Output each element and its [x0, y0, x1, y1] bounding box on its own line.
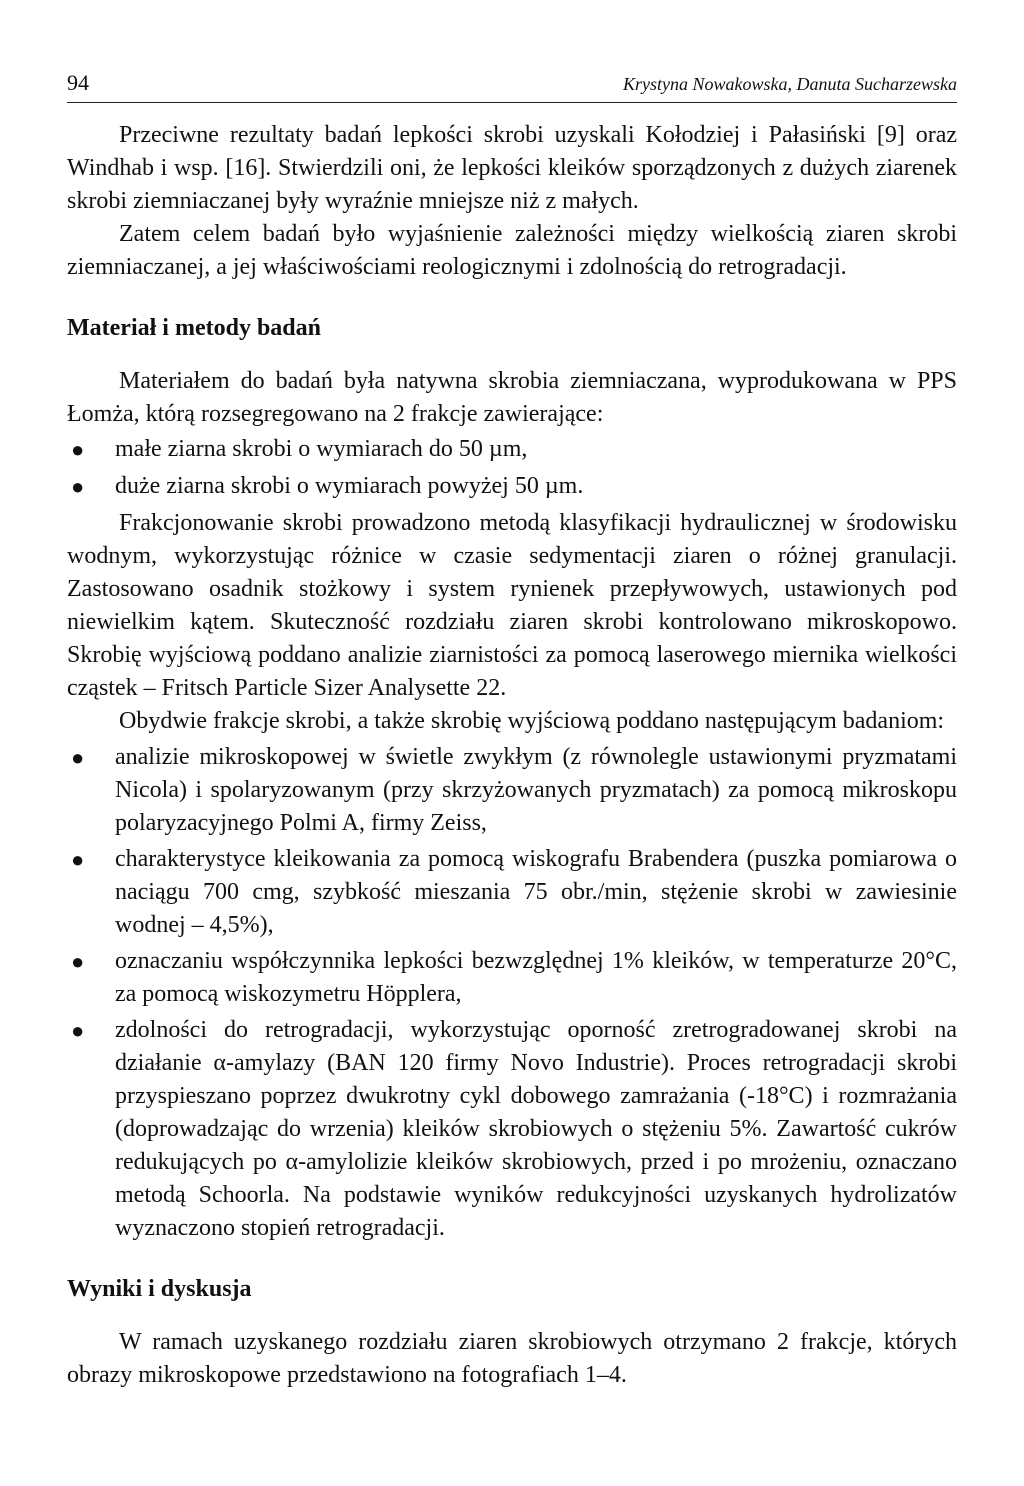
list-item: ● oznaczaniu współczynnika lepkości bezwzględnej 1% kleików, w temperaturze 20°C, za pomocą wiskozymetru Höpplera, [67, 945, 957, 1011]
list-item: ● charakterystyce kleikowania za pomocą wiskografu Brabendera (puszka pomiarowa o naciągu 700 cmg, szybkość mieszania 75 obr./min, stężenie skrobi w zawiesinie wodnej – 4,5%), [67, 843, 957, 942]
methods-heading: Materiał i metody badań [67, 315, 321, 341]
fractions-list [67, 433, 957, 503]
running-head: Krystyna Nowakowska, Danuta Sucharzewska [623, 74, 957, 94]
page-header [67, 70, 957, 103]
bullet-icon: ● [71, 437, 85, 462]
bullet-icon: ● [71, 949, 85, 974]
bullet-icon: ● [71, 474, 85, 499]
intro-paragraph-2: Zatem celem badań było wyjaśnienie zależności między wielkością ziaren skrobi ziemniaczanej, a jej właściwościami reologicznymi i zdolnością do retrogradacji. [67, 221, 957, 280]
results-heading: Wyniki i dyskusja [67, 1276, 252, 1302]
intro-paragraph-1: Przeciwne rezultaty badań lepkości skrobi uzyskali Kołodziej i Pałasiński [9] oraz Windhab i wsp. [16]. Stwierdzili oni, że lepkości kleików sporządzonych z dużych ziarenek skrobi ziemniaczanej były wyraźnie mniejsze niż z małych. [67, 122, 957, 214]
methods-paragraph-1: Materiałem do badań była natywna skrobia ziemniaczana, wyprodukowana w PPS Łomża, którą rozsegregowano na 2 frakcje zawierające: [67, 368, 957, 427]
methods-paragraph-3: Obydwie frakcje skrobi, a także skrobię wyjściową poddano następującym badaniom: [119, 708, 945, 734]
list-item: ● małe ziarna skrobi o wymiarach do 50 µm, [67, 433, 957, 466]
page [67, 70, 957, 1392]
bullet-icon: ● [71, 847, 85, 872]
list-item: ● zdolności do retrogradacji, wykorzystując oporność zretrogradowanej skrobi na działanie α-amylazy (BAN 120 firmy Novo Industrie). Proces retrogradacji skrobi przyspieszano poprzez dwukrotny cykl dobowego zamrażania (-18°C) i rozmrażania (doprowadzając do wrzenia) kleików skrobiowych o stężeniu 5%. Zawartość cukrów redukujących po α-amylolizie kleików skrobiowych, przed i po mrożeniu, oznaczano metodą Schoorla. Na podstawie wyników redukcyjności uzyskanych hydrolizatów wyznaczono stopień retrogradacji. [67, 1014, 957, 1245]
list-item: ● analizie mikroskopowej w świetle zwykłym (z równolegle ustawionymi pryzmatami Nicola) i spolaryzowanym (przy skrzyżowanych pryzmatach) za pomocą mikroskopu polaryzacyjnego Polmi A, firmy Zeiss, [67, 741, 957, 840]
bullet-icon: ● [71, 745, 85, 770]
results-paragraph-1: W ramach uzyskanego rozdziału ziaren skrobiowych otrzymano 2 frakcje, których obrazy mikroskopowe przedstawiono na fotografiach 1–4. [67, 1329, 957, 1388]
analyses-list [67, 741, 957, 1245]
bullet-icon: ● [71, 1018, 85, 1043]
page-number: 94 [67, 70, 89, 95]
list-item: ● duże ziarna skrobi o wymiarach powyżej 50 µm. [67, 470, 957, 503]
methods-paragraph-2: Frakcjonowanie skrobi prowadzono metodą klasyfikacji hydraulicznej w środowisku wodnym, wykorzystując różnice w czasie sedymentacji ziaren o różnej granulacji. Zastosowano osadnik stożkowy i system rynienek przepływowych, ustawionych pod niewielkim kątem. Skuteczność rozdziału ziaren skrobi kontrolowano mikroskopowo. Skrobię wyjściową poddano analizie ziarnistości za pomocą laserowego miernika wielkości cząstek – Fritsch Particle Sizer Analysette 22. [67, 510, 957, 701]
